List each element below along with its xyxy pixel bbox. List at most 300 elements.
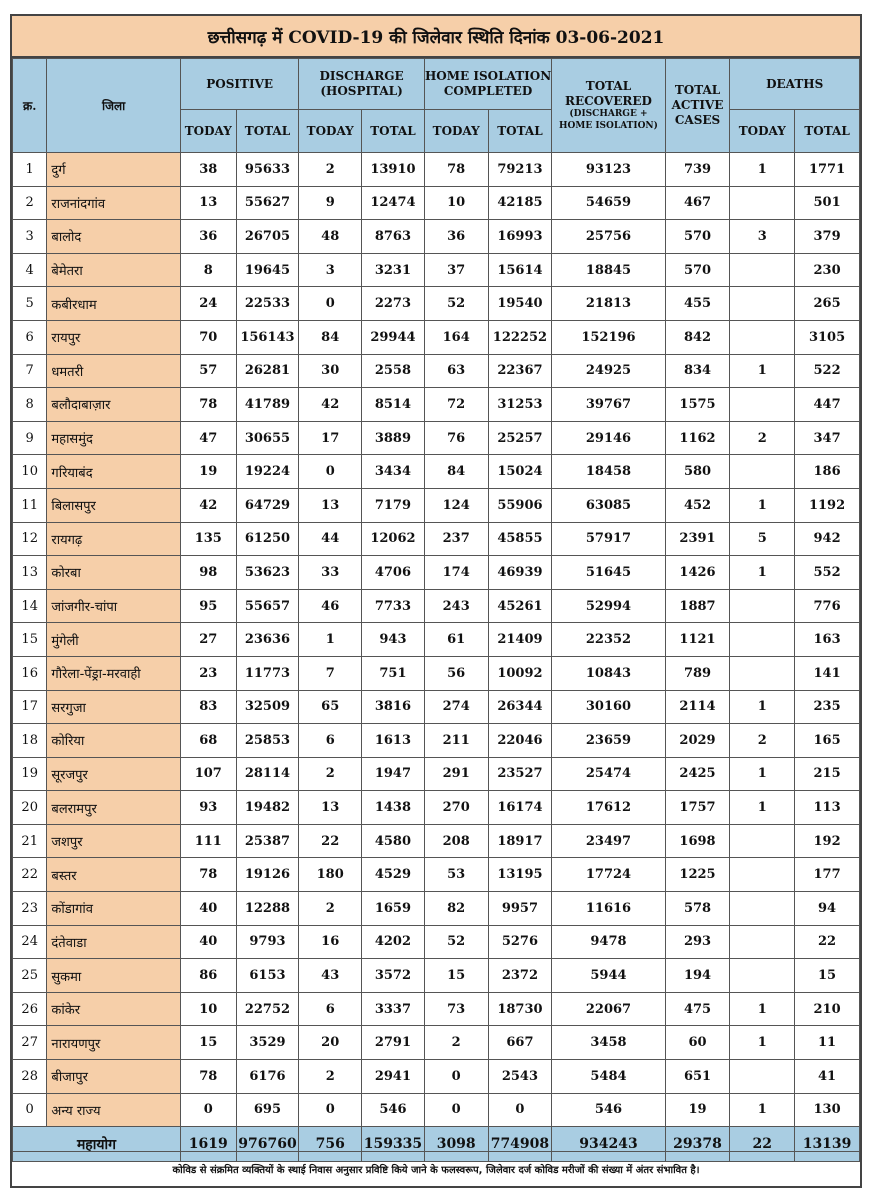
row-hi-today: 0 <box>424 1060 488 1094</box>
row-dis-today: 13 <box>299 791 362 825</box>
table-row <box>13 1026 860 1060</box>
row-death-total: 186 <box>795 455 860 489</box>
row-death-today: 1 <box>730 153 795 187</box>
row-pos-total: 11773 <box>236 656 299 690</box>
row-pos-today: 38 <box>180 153 236 187</box>
row-hi-today: 63 <box>424 354 488 388</box>
row-hi-total: 25257 <box>488 421 552 455</box>
row-death-today <box>730 925 795 959</box>
row-active: 1757 <box>665 791 730 825</box>
row-dis-total: 4202 <box>362 925 425 959</box>
row-pos-today: 0 <box>180 1093 236 1127</box>
header-positive: POSITIVE <box>180 59 298 110</box>
footnote: कोविड से संक्रमित व्यक्तियों के स्थाई निवास अनुसार प्रविष्टि किये जाने के फलस्वरूप, जिलेवार दर्ज कोविड मरीजों की संख्या में अंतर संभावित है। <box>12 1151 860 1186</box>
row-death-total: 230 <box>795 253 860 287</box>
header-discharge-total: TOTAL <box>362 110 425 153</box>
row-pos-today: 95 <box>180 589 236 623</box>
row-dis-total: 4706 <box>362 556 425 590</box>
table-row <box>13 656 860 690</box>
row-recovered: 51645 <box>552 556 665 590</box>
row-recovered: 17612 <box>552 791 665 825</box>
row-dis-total: 12474 <box>362 186 425 220</box>
row-active: 1426 <box>665 556 730 590</box>
row-recovered: 54659 <box>552 186 665 220</box>
row-pos-total: 26705 <box>236 220 299 254</box>
row-district: रायपुर <box>47 320 181 354</box>
row-hi-total: 42185 <box>488 186 552 220</box>
row-recovered: 17724 <box>552 858 665 892</box>
row-death-today: 2 <box>730 421 795 455</box>
row-dis-total: 8763 <box>362 220 425 254</box>
row-hi-total: 10092 <box>488 656 552 690</box>
row-district: सरगुजा <box>47 690 181 724</box>
row-death-today: 1 <box>730 690 795 724</box>
row-dis-total: 12062 <box>362 522 425 556</box>
row-pos-total: 64729 <box>236 488 299 522</box>
row-pos-total: 28114 <box>236 757 299 791</box>
row-dis-total: 7733 <box>362 589 425 623</box>
row-hi-today: 61 <box>424 623 488 657</box>
table-row <box>13 287 860 321</box>
totals-death-today: 22 <box>730 1127 795 1162</box>
row-recovered: 29146 <box>552 421 665 455</box>
row-death-total: 552 <box>795 556 860 590</box>
table-row <box>13 220 860 254</box>
row-sr: 14 <box>13 589 47 623</box>
row-hi-total: 55906 <box>488 488 552 522</box>
row-pos-today: 36 <box>180 220 236 254</box>
row-pos-today: 24 <box>180 287 236 321</box>
row-active: 1887 <box>665 589 730 623</box>
row-pos-total: 41789 <box>236 388 299 422</box>
row-sr: 12 <box>13 522 47 556</box>
row-sr: 10 <box>13 455 47 489</box>
row-death-total: 210 <box>795 992 860 1026</box>
row-sr: 13 <box>13 556 47 590</box>
header-positive-total: TOTAL <box>236 110 299 153</box>
table-row <box>13 354 860 388</box>
row-death-total: 776 <box>795 589 860 623</box>
row-pos-today: 27 <box>180 623 236 657</box>
row-pos-today: 23 <box>180 656 236 690</box>
row-active: 2114 <box>665 690 730 724</box>
row-death-today <box>730 589 795 623</box>
report-title: छत्तीसगढ़ में COVID-19 की जिलेवार स्थिति दिनांक 03-06-2021 <box>12 16 860 58</box>
row-active: 1162 <box>665 421 730 455</box>
row-sr: 19 <box>13 757 47 791</box>
row-sr: 3 <box>13 220 47 254</box>
row-hi-today: 291 <box>424 757 488 791</box>
row-hi-total: 667 <box>488 1026 552 1060</box>
row-death-today: 1 <box>730 1093 795 1127</box>
row-active: 19 <box>665 1093 730 1127</box>
row-hi-today: 174 <box>424 556 488 590</box>
row-pos-today: 135 <box>180 522 236 556</box>
row-death-total: 215 <box>795 757 860 791</box>
header-hi-total: TOTAL <box>488 110 552 153</box>
row-active: 789 <box>665 656 730 690</box>
table-row <box>13 455 860 489</box>
row-death-total: 41 <box>795 1060 860 1094</box>
row-dis-total: 2791 <box>362 1026 425 1060</box>
row-death-total: 1771 <box>795 153 860 187</box>
row-pos-total: 55657 <box>236 589 299 623</box>
row-pos-today: 70 <box>180 320 236 354</box>
row-hi-today: 76 <box>424 421 488 455</box>
row-pos-today: 83 <box>180 690 236 724</box>
row-death-total: 141 <box>795 656 860 690</box>
row-sr: 18 <box>13 724 47 758</box>
row-dis-total: 3572 <box>362 959 425 993</box>
row-death-today: 5 <box>730 522 795 556</box>
row-dis-today: 2 <box>299 892 362 926</box>
row-recovered: 10843 <box>552 656 665 690</box>
row-pos-total: 22533 <box>236 287 299 321</box>
row-pos-total: 6176 <box>236 1060 299 1094</box>
row-active: 1575 <box>665 388 730 422</box>
row-pos-today: 40 <box>180 892 236 926</box>
header-discharge: DISCHARGE (HOSPITAL) <box>299 59 424 110</box>
row-pos-total: 53623 <box>236 556 299 590</box>
row-hi-total: 16993 <box>488 220 552 254</box>
row-pos-total: 12288 <box>236 892 299 926</box>
row-hi-today: 208 <box>424 824 488 858</box>
row-active: 293 <box>665 925 730 959</box>
row-hi-today: 82 <box>424 892 488 926</box>
row-active: 570 <box>665 220 730 254</box>
row-dis-today: 65 <box>299 690 362 724</box>
row-dis-total: 4529 <box>362 858 425 892</box>
row-death-today <box>730 1060 795 1094</box>
header-home-isolation: HOME ISOLATION COMPLETED <box>424 59 552 110</box>
header-district: जिला <box>47 59 181 153</box>
row-active: 1225 <box>665 858 730 892</box>
row-pos-today: 86 <box>180 959 236 993</box>
row-hi-total: 22367 <box>488 354 552 388</box>
row-hi-today: 72 <box>424 388 488 422</box>
row-district: जांजगीर-चांपा <box>47 589 181 623</box>
row-district: जशपुर <box>47 824 181 858</box>
row-recovered: 30160 <box>552 690 665 724</box>
row-district: अन्य राज्य <box>47 1093 181 1127</box>
row-hi-total: 15024 <box>488 455 552 489</box>
row-district: कोरिया <box>47 724 181 758</box>
row-hi-today: 164 <box>424 320 488 354</box>
row-hi-total: 122252 <box>488 320 552 354</box>
row-dis-today: 0 <box>299 1093 362 1127</box>
row-active: 578 <box>665 892 730 926</box>
row-death-total: 942 <box>795 522 860 556</box>
row-dis-today: 2 <box>299 1060 362 1094</box>
header-total-recovered-note: (DISCHARGE + HOME ISOLATION) <box>559 109 658 131</box>
row-pos-total: 55627 <box>236 186 299 220</box>
row-district: सूरजपुर <box>47 757 181 791</box>
row-dis-today: 0 <box>299 287 362 321</box>
row-death-total: 163 <box>795 623 860 657</box>
totals-hi-total: 774908 <box>488 1127 552 1162</box>
row-pos-today: 98 <box>180 556 236 590</box>
row-dis-total: 29944 <box>362 320 425 354</box>
row-dis-total: 13910 <box>362 153 425 187</box>
row-pos-total: 61250 <box>236 522 299 556</box>
row-dis-total: 943 <box>362 623 425 657</box>
row-pos-total: 19224 <box>236 455 299 489</box>
row-hi-total: 19540 <box>488 287 552 321</box>
row-pos-total: 3529 <box>236 1026 299 1060</box>
row-pos-total: 19482 <box>236 791 299 825</box>
header-deaths-today: TODAY <box>730 110 795 153</box>
row-sr: 5 <box>13 287 47 321</box>
table-body <box>13 153 860 1127</box>
row-death-total: 165 <box>795 724 860 758</box>
table-row <box>13 388 860 422</box>
row-active: 452 <box>665 488 730 522</box>
row-dis-total: 751 <box>362 656 425 690</box>
row-dis-total: 3231 <box>362 253 425 287</box>
totals-label: महायोग <box>13 1127 181 1162</box>
row-active: 2425 <box>665 757 730 791</box>
row-hi-total: 2543 <box>488 1060 552 1094</box>
row-hi-total: 23527 <box>488 757 552 791</box>
row-death-total: 265 <box>795 287 860 321</box>
row-death-total: 130 <box>795 1093 860 1127</box>
row-sr: 26 <box>13 992 47 1026</box>
row-hi-today: 78 <box>424 153 488 187</box>
row-dis-today: 46 <box>299 589 362 623</box>
row-recovered: 63085 <box>552 488 665 522</box>
row-dis-total: 2558 <box>362 354 425 388</box>
row-pos-total: 6153 <box>236 959 299 993</box>
row-district: राजनांदगांव <box>47 186 181 220</box>
row-recovered: 39767 <box>552 388 665 422</box>
row-district: बालोद <box>47 220 181 254</box>
row-dis-total: 3337 <box>362 992 425 1026</box>
row-hi-total: 5276 <box>488 925 552 959</box>
row-dis-total: 1947 <box>362 757 425 791</box>
row-recovered: 57917 <box>552 522 665 556</box>
row-district: बस्तर <box>47 858 181 892</box>
row-district: बिलासपुर <box>47 488 181 522</box>
row-dis-today: 6 <box>299 724 362 758</box>
row-hi-total: 15614 <box>488 253 552 287</box>
row-pos-today: 111 <box>180 824 236 858</box>
row-death-today: 3 <box>730 220 795 254</box>
row-dis-today: 13 <box>299 488 362 522</box>
row-dis-today: 1 <box>299 623 362 657</box>
row-pos-today: 57 <box>180 354 236 388</box>
table-row <box>13 724 860 758</box>
row-hi-total: 45855 <box>488 522 552 556</box>
row-pos-today: 40 <box>180 925 236 959</box>
row-death-total: 11 <box>795 1026 860 1060</box>
row-active: 455 <box>665 287 730 321</box>
row-death-total: 522 <box>795 354 860 388</box>
row-hi-today: 53 <box>424 858 488 892</box>
row-hi-today: 84 <box>424 455 488 489</box>
row-death-total: 3105 <box>795 320 860 354</box>
row-dis-total: 1659 <box>362 892 425 926</box>
row-district: कांकेर <box>47 992 181 1026</box>
row-sr: 17 <box>13 690 47 724</box>
table-row <box>13 858 860 892</box>
covid-district-table <box>12 58 860 1162</box>
row-dis-today: 30 <box>299 354 362 388</box>
table-row <box>13 690 860 724</box>
row-hi-total: 16174 <box>488 791 552 825</box>
row-sr: 24 <box>13 925 47 959</box>
row-pos-total: 25853 <box>236 724 299 758</box>
row-dis-today: 3 <box>299 253 362 287</box>
row-active: 739 <box>665 153 730 187</box>
row-recovered: 93123 <box>552 153 665 187</box>
table-row <box>13 992 860 1026</box>
row-dis-today: 22 <box>299 824 362 858</box>
row-active: 2391 <box>665 522 730 556</box>
table-row <box>13 757 860 791</box>
row-district: दुर्ग <box>47 153 181 187</box>
row-district: महासमुंद <box>47 421 181 455</box>
row-pos-today: 10 <box>180 992 236 1026</box>
row-pos-today: 13 <box>180 186 236 220</box>
row-dis-today: 20 <box>299 1026 362 1060</box>
row-recovered: 23659 <box>552 724 665 758</box>
table-row <box>13 589 860 623</box>
row-hi-total: 45261 <box>488 589 552 623</box>
totals-pos-total: 976760 <box>236 1127 299 1162</box>
row-hi-today: 0 <box>424 1093 488 1127</box>
row-death-today <box>730 623 795 657</box>
row-recovered: 3458 <box>552 1026 665 1060</box>
row-hi-today: 10 <box>424 186 488 220</box>
header-total-recovered <box>552 59 665 153</box>
row-death-total: 1192 <box>795 488 860 522</box>
row-district: मुंगेली <box>47 623 181 657</box>
header-discharge-today: TODAY <box>299 110 362 153</box>
row-hi-today: 52 <box>424 287 488 321</box>
row-dis-total: 2941 <box>362 1060 425 1094</box>
row-pos-today: 78 <box>180 388 236 422</box>
totals-dis-today: 756 <box>299 1127 362 1162</box>
row-active: 1698 <box>665 824 730 858</box>
row-dis-today: 42 <box>299 388 362 422</box>
totals-death-total: 13139 <box>795 1127 860 1162</box>
row-pos-total: 19126 <box>236 858 299 892</box>
row-active: 475 <box>665 992 730 1026</box>
row-dis-today: 16 <box>299 925 362 959</box>
row-district: गौरेला-पेंड्रा-मरवाही <box>47 656 181 690</box>
row-recovered: 18845 <box>552 253 665 287</box>
row-hi-today: 270 <box>424 791 488 825</box>
row-death-today: 1 <box>730 354 795 388</box>
row-recovered: 21813 <box>552 287 665 321</box>
row-death-today: 1 <box>730 992 795 1026</box>
row-active: 570 <box>665 253 730 287</box>
header-total-recovered-label: TOTAL RECOVERED <box>565 79 652 109</box>
row-dis-today: 6 <box>299 992 362 1026</box>
row-hi-total: 9957 <box>488 892 552 926</box>
row-pos-today: 93 <box>180 791 236 825</box>
row-hi-total: 18730 <box>488 992 552 1026</box>
row-recovered: 18458 <box>552 455 665 489</box>
row-death-today <box>730 388 795 422</box>
row-district: कोरबा <box>47 556 181 590</box>
row-death-today <box>730 892 795 926</box>
row-dis-total: 3889 <box>362 421 425 455</box>
row-active: 60 <box>665 1026 730 1060</box>
row-pos-total: 23636 <box>236 623 299 657</box>
row-death-today: 1 <box>730 757 795 791</box>
report-frame <box>10 14 862 1188</box>
row-hi-today: 211 <box>424 724 488 758</box>
row-dis-today: 2 <box>299 153 362 187</box>
row-pos-total: 156143 <box>236 320 299 354</box>
table-row <box>13 153 860 187</box>
row-pos-today: 19 <box>180 455 236 489</box>
table-row <box>13 1093 860 1127</box>
totals-recovered: 934243 <box>552 1127 665 1162</box>
totals-active: 29378 <box>665 1127 730 1162</box>
row-hi-total: 22046 <box>488 724 552 758</box>
row-hi-total: 13195 <box>488 858 552 892</box>
row-sr: 22 <box>13 858 47 892</box>
row-death-today: 1 <box>730 556 795 590</box>
row-pos-total: 32509 <box>236 690 299 724</box>
row-pos-total: 9793 <box>236 925 299 959</box>
table-row <box>13 421 860 455</box>
row-recovered: 152196 <box>552 320 665 354</box>
row-pos-total: 95633 <box>236 153 299 187</box>
row-death-today <box>730 320 795 354</box>
header-positive-today: TODAY <box>180 110 236 153</box>
row-recovered: 22067 <box>552 992 665 1026</box>
row-district: नारायणपुर <box>47 1026 181 1060</box>
row-hi-today: 243 <box>424 589 488 623</box>
row-recovered: 5944 <box>552 959 665 993</box>
row-dis-total: 1613 <box>362 724 425 758</box>
row-pos-today: 8 <box>180 253 236 287</box>
totals-hi-today: 3098 <box>424 1127 488 1162</box>
row-sr: 11 <box>13 488 47 522</box>
row-hi-today: 124 <box>424 488 488 522</box>
row-recovered: 5484 <box>552 1060 665 1094</box>
row-death-total: 501 <box>795 186 860 220</box>
row-hi-today: 56 <box>424 656 488 690</box>
row-sr: 9 <box>13 421 47 455</box>
row-district: सुकमा <box>47 959 181 993</box>
row-death-today <box>730 656 795 690</box>
row-pos-today: 107 <box>180 757 236 791</box>
row-district: बलरामपुर <box>47 791 181 825</box>
row-dis-today: 84 <box>299 320 362 354</box>
row-sr: 16 <box>13 656 47 690</box>
row-dis-total: 4580 <box>362 824 425 858</box>
row-sr: 4 <box>13 253 47 287</box>
row-dis-today: 33 <box>299 556 362 590</box>
row-dis-today: 0 <box>299 455 362 489</box>
row-hi-today: 52 <box>424 925 488 959</box>
row-hi-total: 79213 <box>488 153 552 187</box>
row-death-today <box>730 858 795 892</box>
row-hi-total: 21409 <box>488 623 552 657</box>
table-row <box>13 623 860 657</box>
row-death-today <box>730 455 795 489</box>
table-row <box>13 791 860 825</box>
row-recovered: 24925 <box>552 354 665 388</box>
row-pos-today: 15 <box>180 1026 236 1060</box>
row-hi-today: 15 <box>424 959 488 993</box>
row-dis-total: 546 <box>362 1093 425 1127</box>
row-recovered: 52994 <box>552 589 665 623</box>
